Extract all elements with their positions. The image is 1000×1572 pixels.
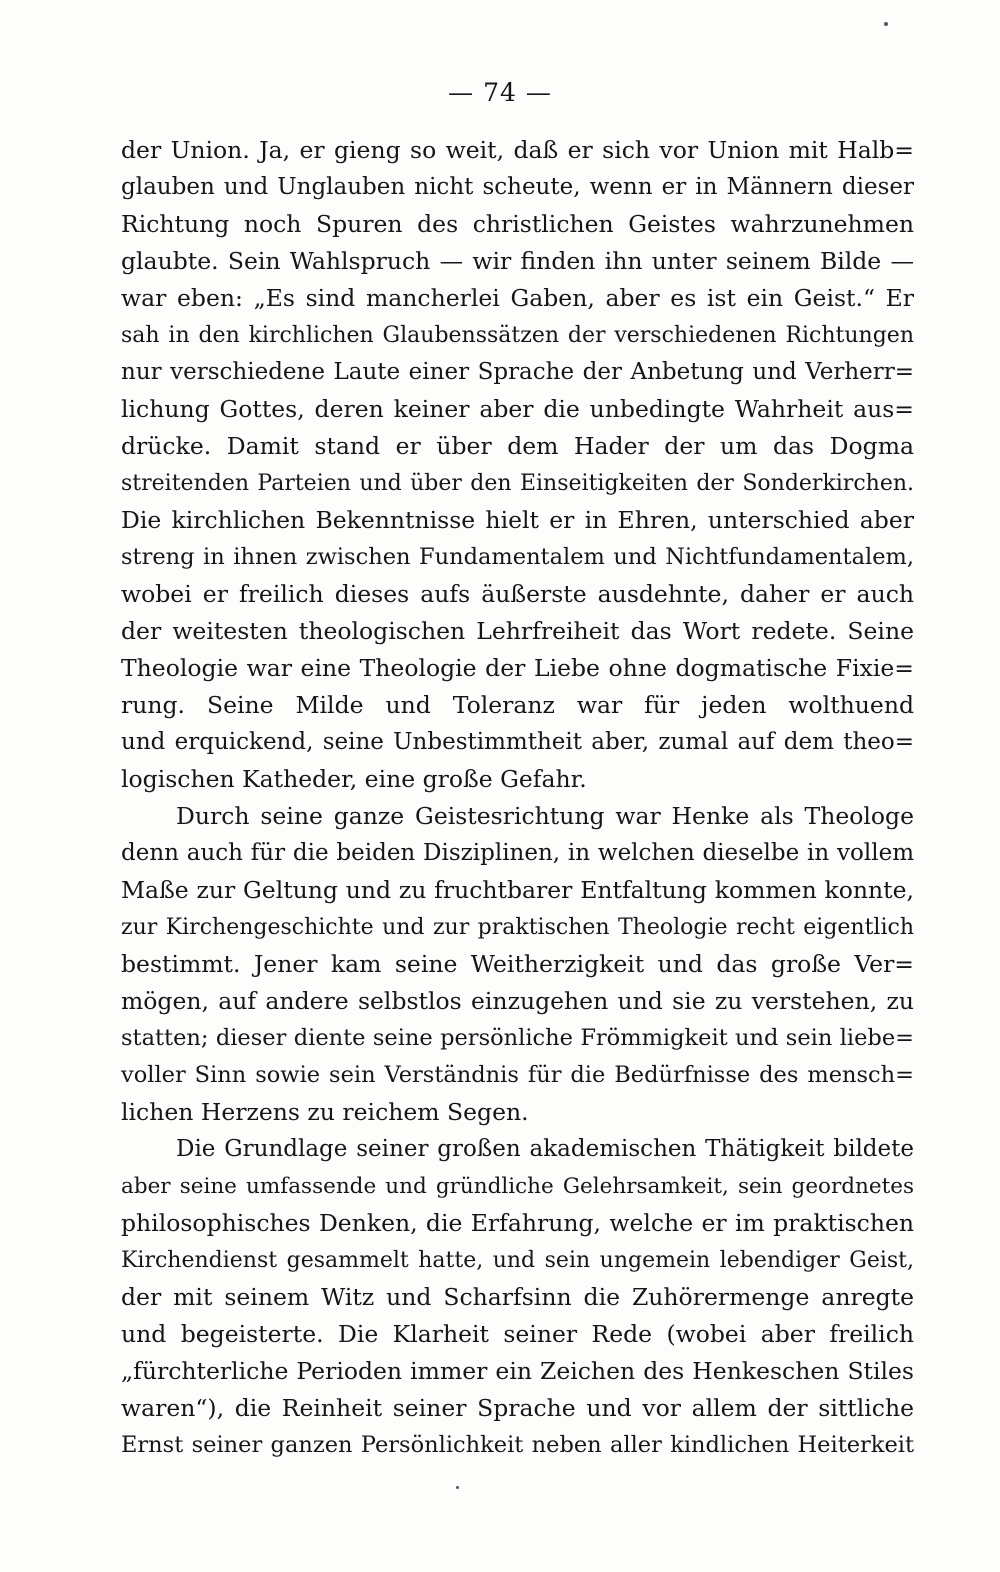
text-line: glaubte. Sein Wahlspruch — wir finden ihn unter seinem Bilde —: [121, 247, 914, 275]
text-line: nur verschiedene Laute einer Sprache der Anbetung und Verherr=: [121, 359, 914, 385]
text-line: Ernst seiner ganzen Persönlichkeit neben aller kindlichen Heiterkeit: [121, 1432, 914, 1458]
scan-speck: [456, 1486, 459, 1489]
text-line: waren“), die Reinheit seiner Sprache und vor allem der sittliche: [121, 1394, 914, 1422]
text-line: und erquickend, seine Unbestimmtheit aber, zumal auf dem theo=: [121, 729, 914, 755]
text-line: glauben und Unglauben nicht scheute, wenn er in Männern dieser: [121, 174, 914, 200]
text-line: streitenden Parteien und über den Einseitigkeiten der Sonderkirchen.: [121, 471, 914, 496]
text-line: der mit seinem Witz und Scharfsinn die Zuhörermenge anregte: [121, 1283, 914, 1311]
scan-speck: [884, 22, 888, 26]
text-line: „fürchterliche Perioden immer ein Zeichen des Henkeschen Stiles: [121, 1357, 914, 1385]
page-number: — 74 —: [448, 78, 552, 107]
text-line: Theologie war eine Theologie der Liebe ohne dogmatische Fixie=: [121, 654, 914, 682]
text-line: statten; dieser diente seine persönliche Frömmigkeit und sein liebe=: [121, 1025, 914, 1051]
text-line: war eben: „Es sind mancherlei Gaben, aber es ist ein Geist.“ Er: [121, 284, 914, 312]
text-line: rung. Seine Milde und Toleranz war für jeden wolthuend: [121, 691, 914, 719]
text-line: bestimmt. Jener kam seine Weitherzigkeit und das große Ver=: [121, 950, 914, 978]
text-line: aber seine umfassende und gründliche Gelehrsamkeit, sein geordnetes: [121, 1174, 914, 1199]
text-line: wobei er freilich dieses aufs äußerste ausdehnte, daher er auch: [121, 580, 914, 608]
text-line: logischen Katheder, eine große Gefahr.: [121, 765, 587, 793]
text-line: Kirchendienst gesammelt hatte, und sein ungemein lebendiger Geist,: [121, 1248, 914, 1273]
text-line: philosophisches Denken, die Erfahrung, welche er im praktischen: [121, 1209, 914, 1237]
text-line: lichen Herzens zu reichem Segen.: [121, 1098, 529, 1126]
text-line: mögen, auf andere selbstlos einzugehen und sie zu verstehen, zu: [121, 987, 914, 1015]
text-line: lichung Gottes, deren keiner aber die unbedingte Wahrheit aus=: [121, 395, 914, 423]
body-text: [121, 132, 914, 1464]
text-line: streng in ihnen zwischen Fundamentalem und Nichtfundamentalem,: [121, 544, 914, 570]
text-line: denn auch für die beiden Disziplinen, in welchen dieselbe in vollem: [121, 840, 914, 866]
text-line: sah in den kirchlichen Glaubenssätzen der verschiedenen Richtungen: [121, 323, 914, 348]
text-line: Durch seine ganze Geistesrichtung war Henke als Theologe: [176, 802, 914, 830]
text-line: Die Grundlage seiner großen akademischen Thätigkeit bildete: [176, 1136, 914, 1162]
text-line: der Union. Ja, er gieng so weit, daß er sich vor Union mit Halb=: [121, 136, 914, 164]
text-line: zur Kirchengeschichte und zur praktischen Theologie recht eigentlich: [121, 915, 914, 940]
text-line: Maße zur Geltung und zu fruchtbarer Entfaltung kommen konnte,: [121, 876, 914, 904]
text-line: voller Sinn sowie sein Verständnis für die Bedürfnisse des mensch=: [121, 1062, 914, 1088]
text-line: drücke. Damit stand er über dem Hader der um das Dogma: [121, 432, 914, 460]
text-line: Richtung noch Spuren des christlichen Geistes wahrzunehmen: [121, 210, 914, 238]
text-line: der weitesten theologischen Lehrfreiheit das Wort redete. Seine: [121, 617, 914, 645]
text-line: und begeisterte. Die Klarheit seiner Rede (wobei aber freilich: [121, 1320, 914, 1348]
text-line: Die kirchlichen Bekenntnisse hielt er in Ehren, unterschied aber: [121, 506, 914, 534]
